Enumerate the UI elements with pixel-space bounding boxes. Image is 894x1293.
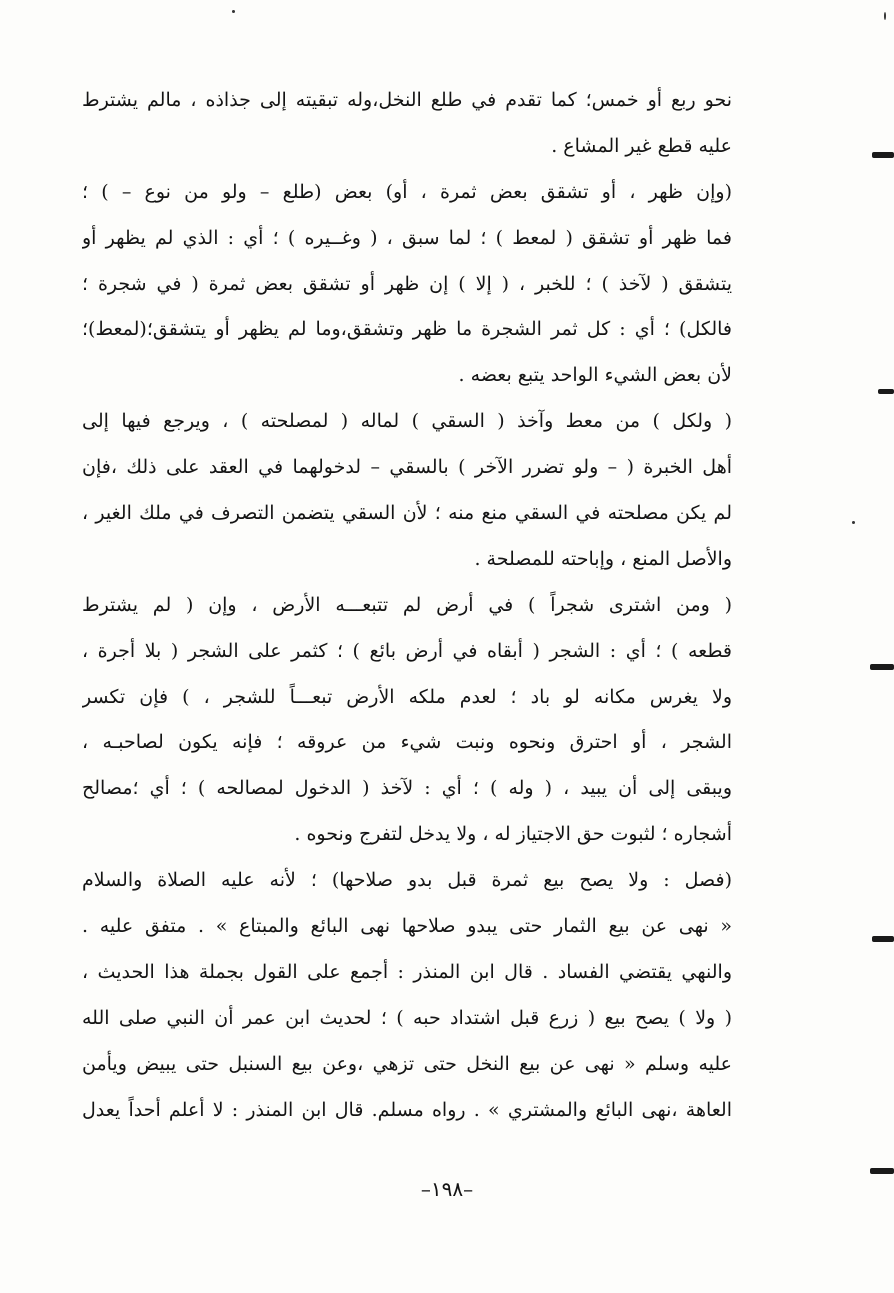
text-line: فالكل) ؛ أي : كل ثمر الشجرة ما ظهر وتشقق،وما لم يظهر أو يتشقق؛(لمعط)؛ [82,318,732,341]
text-line: « نهى عن بيع الثمار حتى يبدو صلاحها نهى البائع والمبتاع » . متفق عليه . [82,915,732,938]
text-line: قطعه ) ؛ أي : الشجر ( أبقاه في أرض بائع ) ؛ كثمر على الشجر ( بلا أجرة ، [82,639,732,662]
scan-artifact [878,389,894,394]
page-number: –١٩٨– [420,1177,474,1201]
text-line: ( ومن اشترى شجراً ) في أرض لم تتبعـــه الأرض ، وإن ( لم يشترط [82,593,732,616]
scan-speck [852,521,855,524]
text-line: يتشقق ( لآخذ ) ؛ للخبر ، ( إلا ) إن ظهر أو تشقق بعض ثمرة ( في شجرة ؛ [82,272,732,295]
text-line: (وإن ظهر ، أو تشقق بعض ثمرة ، أو) بعض (طلع – ولو من نوع – ) ؛ [82,180,732,203]
text-line: (فصل : ولا يصح بيع ثمرة قبل بدو صلاحها) ؛ لأنه عليه الصلاة والسلام [82,869,732,892]
text-line: ويبقى إلى أن يبيد ، ( وله ) ؛ أي : لآخذ ( الدخول لمصالحه ) ؛ أي ؛مصالح [82,777,732,800]
text-line: ( ولكل ) من معط وآخذ ( السقي ) لماله ( لمصلحته ) ، ويرجع فيها إلى [82,410,732,433]
body-text [82,78,732,1133]
scan-artifact [872,152,894,158]
text-line: أشجاره ؛ لثبوت حق الاجتياز له ، ولا يدخل لتفرج ونحوه . [294,823,732,846]
text-line: والأصل المنع ، وإباحته للمصلحة . [474,547,732,570]
text-line: ولا يغرس مكانه لو باد ؛ لعدم ملكه الأرض تبعـــاً للشجر ، ) فإن تكسر [82,685,732,708]
text-line: نحو ربع أو خمس؛ كما تقدم في طلع النخل،وله تبقيته إلى جذاذه ، مالم يشترط [82,89,732,111]
text-line: عليه قطع غير المشاع . [551,134,732,157]
text-line: لم يكن مصلحته في السقي منع منه ؛ لأن السقي يتضمن التصرف في ملك الغير ، [82,502,732,525]
text-line: العاهة ،نهى البائع والمشتري » . رواه مسلم. قال ابن المنذر : لا أعلم أحداً يعدل [82,1098,732,1121]
text-line: لأن بعض الشيء الواحد يتبع بعضه . [458,364,732,387]
text-line: والنهي يقتضي الفساد . قال ابن المنذر : أجمع على القول بجملة هذا الحديث ، [82,960,732,983]
scan-artifact [870,664,894,670]
scan-speck [884,12,886,20]
scan-artifact [872,936,894,942]
text-line: الشجر ، أو احترق ونحوه ونبت شيء من عروقه ؛ فإنه يكون لصاحبـه ، [82,731,732,754]
text-line: ( ولا ) يصح بيع ( زرع قبل اشتداد حبه ) ؛ لحديث ابن عمر أن النبي صلى الله [82,1006,732,1029]
text-line: أهل الخبرة ( – ولو تضرر الآخر ) بالسقي – لدخولهما في العقد على ذلك ،فإن [82,456,732,479]
text-line: عليه وسلم « نهى عن بيع النخل حتى تزهي ،وعن بيع السنبل حتى يبيض ويأمن [82,1052,732,1075]
scan-speck [232,10,235,13]
text-line: فما ظهر أو تشقق ( لمعط ) ؛ لما سبق ، ( وغــيره ) ؛ أي : الذي لم يظهر أو [82,226,732,249]
scan-artifact [870,1168,894,1174]
